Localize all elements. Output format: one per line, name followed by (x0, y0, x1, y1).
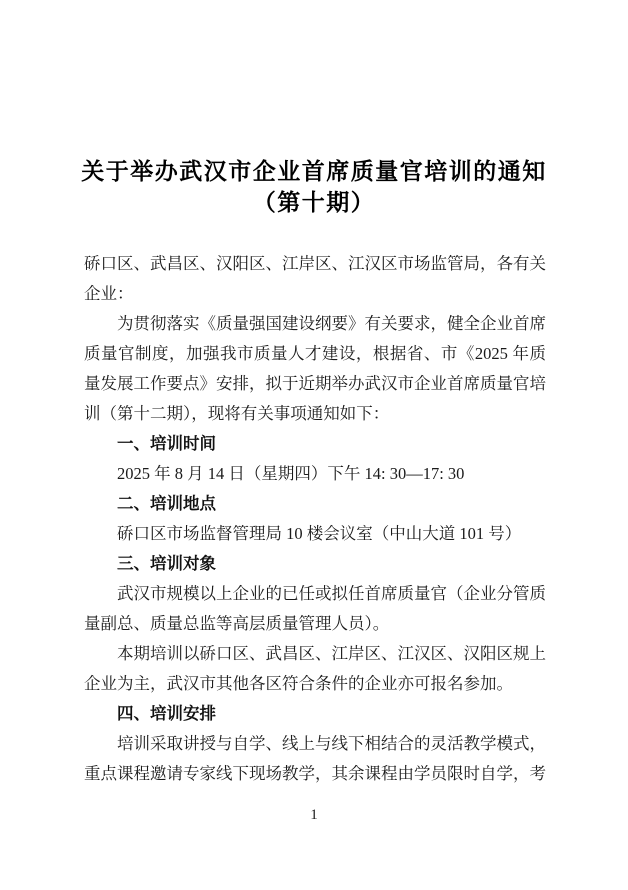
section-heading-training-location: 二、培训地点 (117, 495, 216, 513)
intro-paragraph: 为贯彻落实《质量强国建设纲要》有关要求，健全企业首席质量官制度，加强我市质量人才建设，根据省、市《2025 年质量发展工作要点》安排，拟于近期举办武汉市企业首席质量官培训（第十二期），现将有关事项通知如下： (84, 314, 546, 423)
page-number: 1 (310, 807, 318, 823)
document-body (84, 249, 546, 789)
training-audience-paragraph-1: 武汉市规模以上企业的已任或拟任首席质量官（企业分管质量副总、质量总监等高层质量管理人员）。 (84, 584, 546, 633)
section-heading-training-audience: 三、培训对象 (117, 555, 216, 573)
salutation-line: 硚口区、武昌区、汉阳区、江岸区、江汉区市场监管局，各有关企业： (84, 254, 546, 303)
training-location-paragraph: 硚口区市场监督管理局 10 楼会议室（中山大道 101 号） (117, 524, 522, 543)
training-arrangement-paragraph: 培训采取讲授与自学、线上与线下相结合的灵活教学模式，重点课程邀请专家线下现场教学，其余课程由学员限时自学，考 (84, 734, 546, 783)
section-heading-training-time: 一、培训时间 (117, 435, 216, 453)
training-time-paragraph: 2025 年 8 月 14 日（星期四）下午 14: 30—17: 30 (117, 464, 465, 483)
section-heading-training-arrangement: 四、培训安排 (117, 705, 216, 723)
training-audience-paragraph-2: 本期培训以硚口区、武昌区、江岸区、江汉区、汉阳区规上企业为主，武汉市其他各区符合条件的企业亦可报名参加。 (84, 644, 546, 693)
document-title (0, 0, 628, 218)
title-line-1: 关于举办武汉市企业首席质量官培训的通知 (81, 159, 547, 184)
title-line-2: （第十期） (252, 190, 376, 215)
